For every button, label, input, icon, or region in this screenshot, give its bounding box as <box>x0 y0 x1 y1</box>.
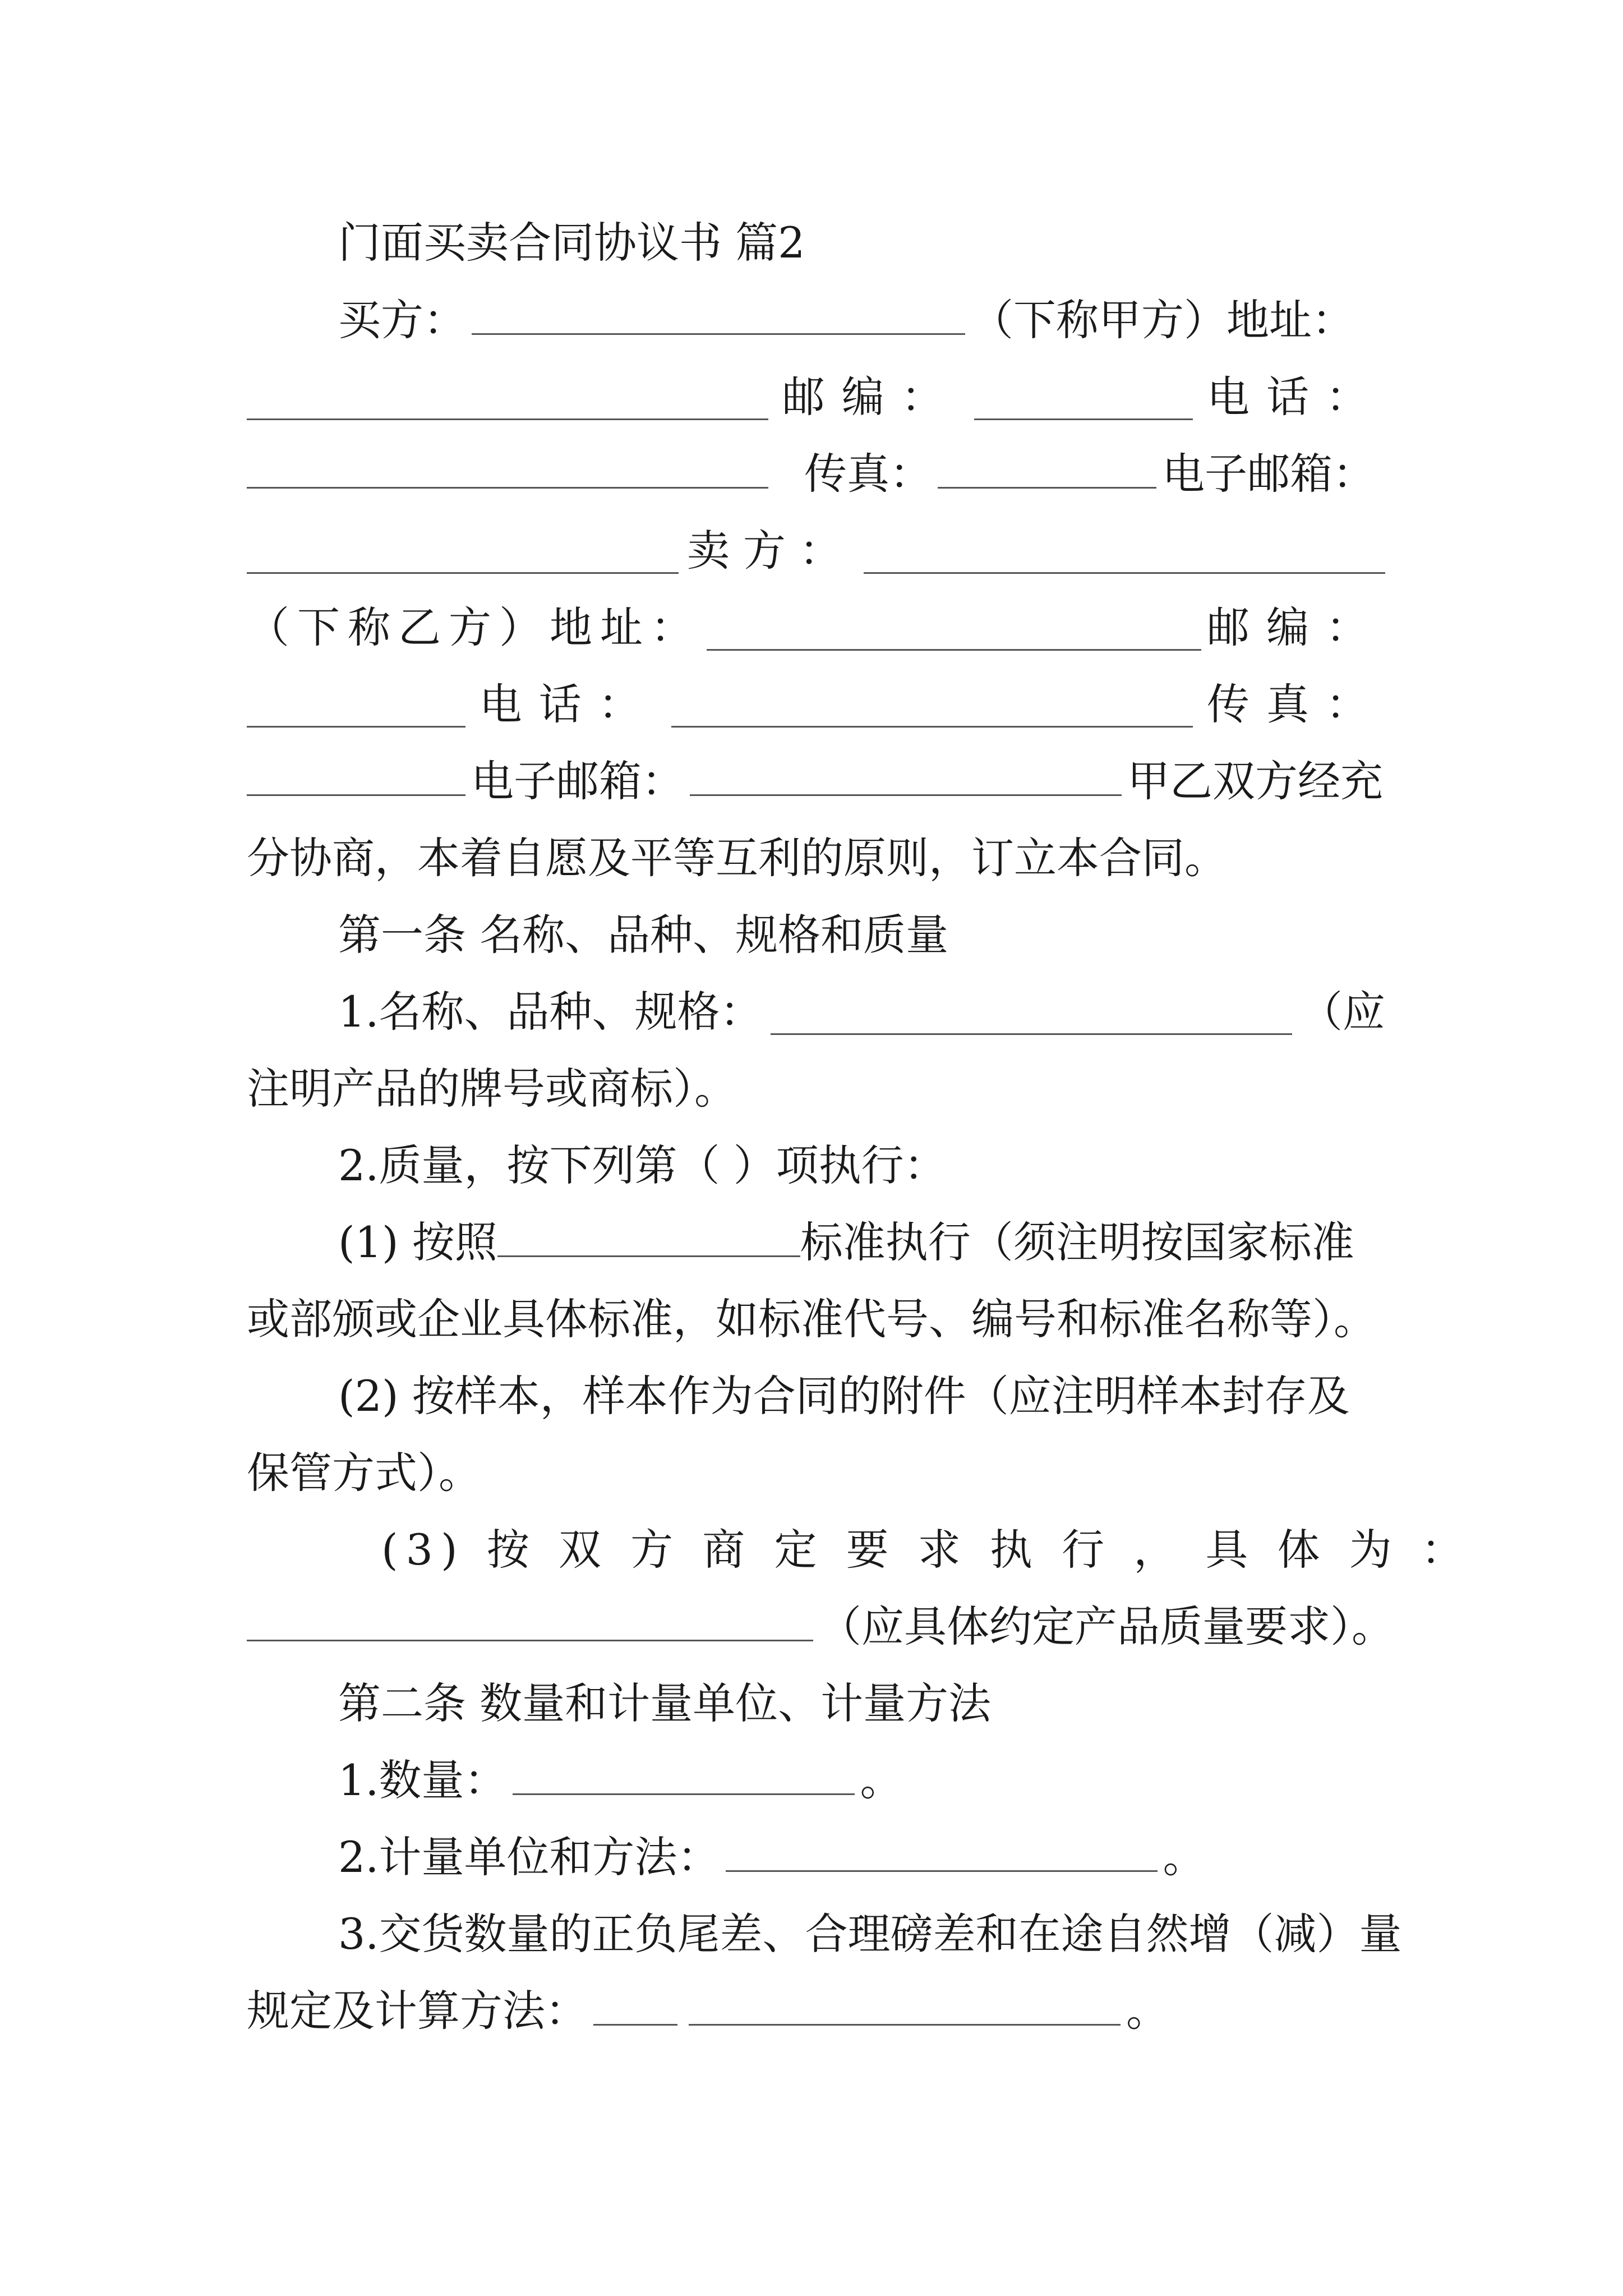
seller-name-blank[interactable] <box>864 528 1385 574</box>
buyer-postcode-label: 邮编： <box>782 372 961 422</box>
seller-suffix: （下称乙方）地址： <box>247 602 701 652</box>
item-2-2-blank[interactable] <box>726 1826 1158 1872</box>
item-2-2-tail: 。 <box>1163 1832 1206 1882</box>
seller-phone-label: 电话： <box>479 679 658 729</box>
seller-email-blank[interactable] <box>690 751 1122 796</box>
item-1-2-1-label: (1) 按照 <box>338 1217 497 1267</box>
buyer-fax-blank[interactable] <box>938 443 1156 489</box>
item-2-3-tail: 。 <box>1126 1986 1169 2036</box>
negotiation-end: 分协商，本着自愿及平等互利的原则，订立本合同。 <box>247 833 1227 883</box>
item-2-3-cont <box>247 1972 1385 2050</box>
buyer-postcode-blank[interactable] <box>974 375 1193 420</box>
seller-contact-line-1 <box>247 665 1385 744</box>
item-2-3-cont-label: 规定及计算方法： <box>247 1986 588 2036</box>
seller-fax-blank[interactable] <box>247 751 465 796</box>
item-1-2-1-blank[interactable] <box>497 1212 800 1257</box>
negotiation-start: 甲乙双方经充 <box>1127 756 1383 806</box>
buyer-line <box>338 281 1385 360</box>
seller-postcode-blank[interactable] <box>247 682 465 728</box>
document-title <box>338 204 1385 282</box>
article-1-text: 第一条 名称、品种、规格和质量 <box>338 910 949 960</box>
buyer-label: 买方： <box>338 295 466 345</box>
buyer-address-blank[interactable] <box>247 375 768 420</box>
item-1-2-3-blank[interactable] <box>247 1596 813 1641</box>
item-2-3-text: 3.交货数量的正负尾差、合理磅差和在途自然增（减）量 <box>338 1909 1402 1959</box>
item-1-2-3-cont <box>247 1588 1394 1666</box>
item-1-2-1-cont-text: 或部颁或企业具体标准，如标准代号、编号和标准名称等）。 <box>247 1294 1376 1344</box>
item-2-3-blank-short[interactable] <box>593 1980 677 2026</box>
seller-address-line <box>247 588 1385 667</box>
buyer-name-blank[interactable] <box>472 289 965 335</box>
seller-line <box>247 512 1385 590</box>
seller-fax-label: 传真： <box>1206 679 1385 729</box>
negotiation-line <box>247 819 1385 898</box>
item-2-1-label: 1.数量： <box>338 1755 507 1805</box>
item-1-2-3-line <box>381 1511 1472 1589</box>
seller-phone-blank[interactable] <box>671 682 1193 728</box>
item-1-2-2-line <box>338 1357 1385 1435</box>
article-2-text: 第二条 数量和计量单位、计量方法 <box>338 1678 992 1728</box>
buyer-email-blank[interactable] <box>247 528 679 574</box>
item-1-2-2-cont-text: 保管方式）。 <box>247 1448 481 1498</box>
title-text: 门面买卖合同协议书 篇2 <box>338 218 805 268</box>
seller-address-blank[interactable] <box>707 605 1201 651</box>
item-1-2-1-cont <box>247 1280 1385 1359</box>
item-2-2-line <box>338 1818 1385 1897</box>
article-1-heading <box>338 896 1385 974</box>
buyer-phone-blank[interactable] <box>247 443 768 489</box>
buyer-fax-label: 传真： <box>804 449 933 499</box>
buyer-email-label: 电子邮箱： <box>1162 449 1376 499</box>
item-2-2-label: 2.计量单位和方法： <box>338 1832 720 1882</box>
item-1-2-2-text: (2) 按样本，样本作为合同的附件（应注明样本封存及 <box>338 1371 1350 1421</box>
buyer-phone-label: 电话： <box>1206 372 1385 422</box>
item-1-1-tail: （应 <box>1299 987 1385 1037</box>
item-1-1-blank[interactable] <box>771 990 1292 1035</box>
item-1-1-cont <box>247 1050 1385 1128</box>
seller-label: 卖方： <box>687 526 855 576</box>
item-2-1-tail: 。 <box>860 1755 903 1805</box>
item-2-3-line <box>338 1895 1402 1973</box>
item-1-2-line <box>338 1126 1385 1205</box>
item-1-2-1-line <box>338 1203 1385 1282</box>
item-1-2-3-cont-text: （应具体约定产品质量要求）。 <box>819 1602 1394 1651</box>
item-1-1-cont-text: 注明产品的牌号或商标）。 <box>247 1064 737 1114</box>
buyer-contact-line-2 <box>247 435 1385 513</box>
item-1-2-2-cont <box>247 1434 1385 1512</box>
buyer-suffix: （下称甲方）地址： <box>971 295 1354 345</box>
item-1-2-1-tail: 标准执行（须注明按国家标准 <box>800 1217 1354 1267</box>
item-1-2-3-text: (3) 按 双 方 商 定 要 求 执 行 ， 具 体 为 ： <box>381 1525 1472 1575</box>
item-2-1-line <box>338 1741 1385 1820</box>
buyer-contact-line-1 <box>247 358 1385 436</box>
seller-postcode-label: 邮编： <box>1207 602 1385 652</box>
seller-contact-line-2 <box>247 742 1385 821</box>
item-1-1-line <box>338 973 1385 1051</box>
item-1-2-text: 2.质量，按下列第（ ）项执行： <box>338 1140 947 1190</box>
article-2-heading <box>338 1664 1385 1743</box>
seller-email-label: 电子邮箱： <box>471 756 684 806</box>
item-1-1-label: 1.名称、品种、规格： <box>338 987 763 1037</box>
item-2-1-blank[interactable] <box>513 1750 855 1795</box>
item-2-3-blank-long[interactable] <box>689 1980 1121 2026</box>
